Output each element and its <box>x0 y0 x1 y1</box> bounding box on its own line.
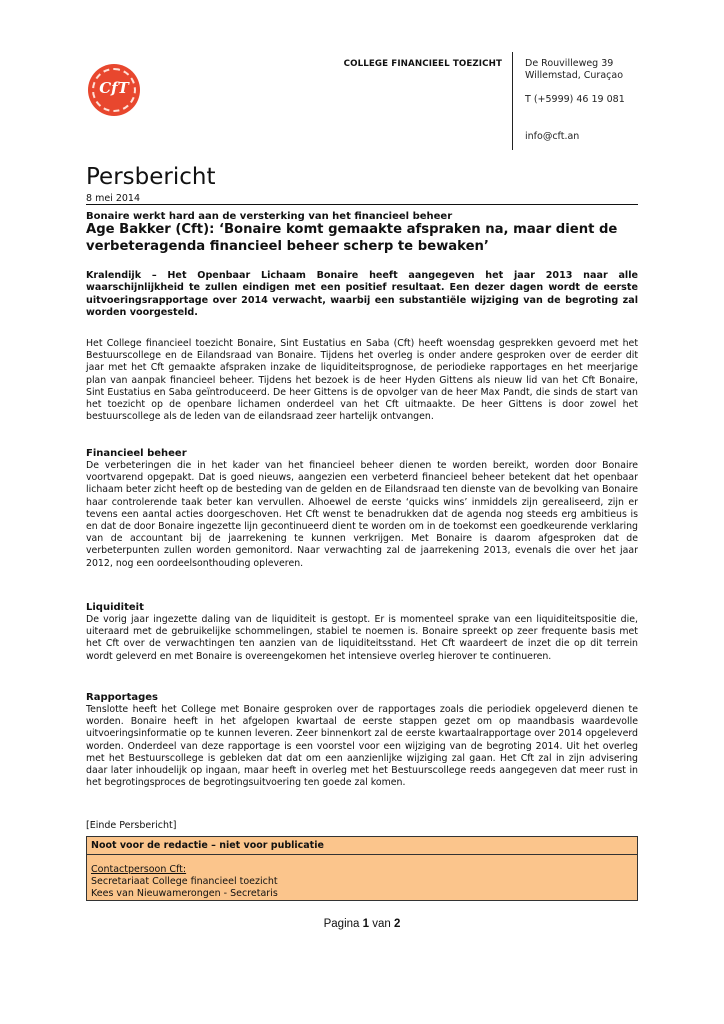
end-note: [Einde Persbericht] <box>86 820 177 831</box>
lead-paragraph: Kralendijk – Het Openbaar Lichaam Bonaire heeft aangegeven het jaar 2013 naar alle waarschijnlijkheid te zullen eindigen met een positief resultaat. Een dezer dagen wordt de eerste uitvoeringsrapportage over 2014 verwacht, waarbij een substantiële wijziging van de begroting zal worden voorgesteld. <box>86 270 638 318</box>
footer-total-pages: 2 <box>393 918 401 930</box>
phone-number: T (+5999) 46 19 081 <box>525 94 625 105</box>
title-rule <box>86 204 638 205</box>
note-divider <box>87 854 637 855</box>
press-date: 8 mei 2014 <box>86 193 140 204</box>
cft-logo <box>88 64 140 116</box>
section-title-financieel-beheer: Financieel beheer <box>86 448 187 459</box>
intro-paragraph: Het College financieel toezicht Bonaire, Sint Eustatius en Saba (Cft) heeft woensdag gesprekken gevoerd met het Bestuurscollege en de Eilandsraad van Bonaire. Tijdens het overleg is onder andere gesproken over de eerder dit jaar met het Cft gemaakte afspraken inzake de liquiditeitsprognose, de periodieke rapportages en het meerjarige plan van aanpak financieel beheer. Tijdens het bezoek is de heer Hyden Gittens als nieuw lid van het Cft Bonaire, Sint Eustatius en Saba geïntroduceerd. De heer Gittens is de opvolger van de heer Max Pandt, die sinds de start van het toezicht op de openbare lichamen onderdeel van het Cft uitmaakte. De heer Gittens is door zowel het bestuurscollege als de leden van de eilandsraad zeer hartelijk ontvangen. <box>86 338 638 423</box>
contact-label: Contactpersoon Cft: <box>91 864 187 875</box>
headline: Age Bakker (Cft): ‘Bonaire komt gemaakte afspraken na, maar dient de verbeteragenda financieel beheer scherp te bewaken’ <box>86 222 618 254</box>
footer-pagina-label: Pagina <box>323 918 360 930</box>
address-line-2: Willemstad, Curaçao <box>525 70 624 81</box>
page-title: Persbericht <box>86 164 216 190</box>
section-title-rapportages: Rapportages <box>86 692 158 703</box>
note-title: Noot voor de redactie – niet voor publicatie <box>91 840 324 851</box>
logo-text: CfT <box>99 79 129 97</box>
editor-note-box <box>86 836 638 901</box>
section-title-liquiditeit: Liquiditeit <box>86 602 144 613</box>
contact-line-1: Secretariaat College financieel toezicht <box>91 876 278 887</box>
section-body-rapportages: Tenslotte heeft het College met Bonaire gesproken over de rapportages zoals die periodiek opgeleverd dienen te worden. Bonaire heeft in het afgelopen kwartaal de eerste stappen gezet om op maandbasis waardevolle uitvoeringsinformatie op te kunnen leveren. Zeer binnenkort zal de eerste kwartaalrapportage over 2014 opgeleverd worden. Onderdeel van deze rapportage is een voorstel voor een wijziging van de begroting 2014. Uit het overleg met het Bestuurscollege is gebleken dat dat om een aanzienlijke wijziging zal gaan. Het Cft zal in zijn advisering daar later inhoudelijk op ingaan, maar heeft in overleg met het Bestuurscollege reeds aangegeven dat meer rust in het begrotingsproces de begrotingsuitvoering ten goede zal komen. <box>86 704 638 789</box>
header-divider <box>512 52 513 150</box>
section-body-liquiditeit: De vorig jaar ingezette daling van de liquiditeit is gestopt. Er is momenteel sprake van een liquiditeitspositie die, uiteraard met de gebruikelijke schommelingen, stabiel te noemen is. Bonaire spreekt op zeer frequente basis met het Cft over de verwachtingen ten aanzien van de liquiditeitsstand. Het Cft waardeert de inzet die op dit terrein wordt geleverd en met Bonaire is overeengekomen het intensieve overleg hierover te continueren. <box>86 614 638 662</box>
footer-van-label: van <box>372 918 391 930</box>
page-footer <box>0 918 724 930</box>
footer-page-number: 1 <box>362 918 370 930</box>
subtitle: Bonaire werkt hard aan de versterking van het financieel beheer <box>86 211 453 222</box>
address-line-1: De Rouvilleweg 39 <box>525 58 614 69</box>
section-body-financieel-beheer: De verbeteringen die in het kader van het financieel beheer dienen te worden bereikt, worden door Bonaire voortvarend opgepakt. Dat is goed nieuws, aangezien een verbeterd financieel beheer betekent dat het openbaar lichaam beter zicht heeft op de besteding van de gelden en de Eilandsraad ten dienste van de bevolking van Bonaire haar controlerende taak beter kan vervullen. Alhoewel de eerste ‘quicks wins’ inmiddels zijn gerealiseerd, zijn er tevens een aantal acties doorgeschoven. Het Cft wenst te benadrukken dat de agenda nog steeds erg ambitieus is en dat de door Bonaire ingezette lijn gecontinueerd dient te worden om in de toekomst een goedkeurende verklaring van de accountant bij de jaarrekening te kunnen verkrijgen. Met Bonaire is daarom afgesproken dat de verbeterpunten zullen worden gemonitord. Naar verwachting zal de jaarrekening 2013, evenals die over het jaar 2012, nog een oordeelsonthouding opleveren. <box>86 460 638 569</box>
email-address: info@cft.an <box>525 131 580 142</box>
contact-line-2: Kees van Nieuwamerongen - Secretaris <box>91 888 278 899</box>
organization-name: COLLEGE FINANCIEEL TOEZICHT <box>343 59 502 69</box>
